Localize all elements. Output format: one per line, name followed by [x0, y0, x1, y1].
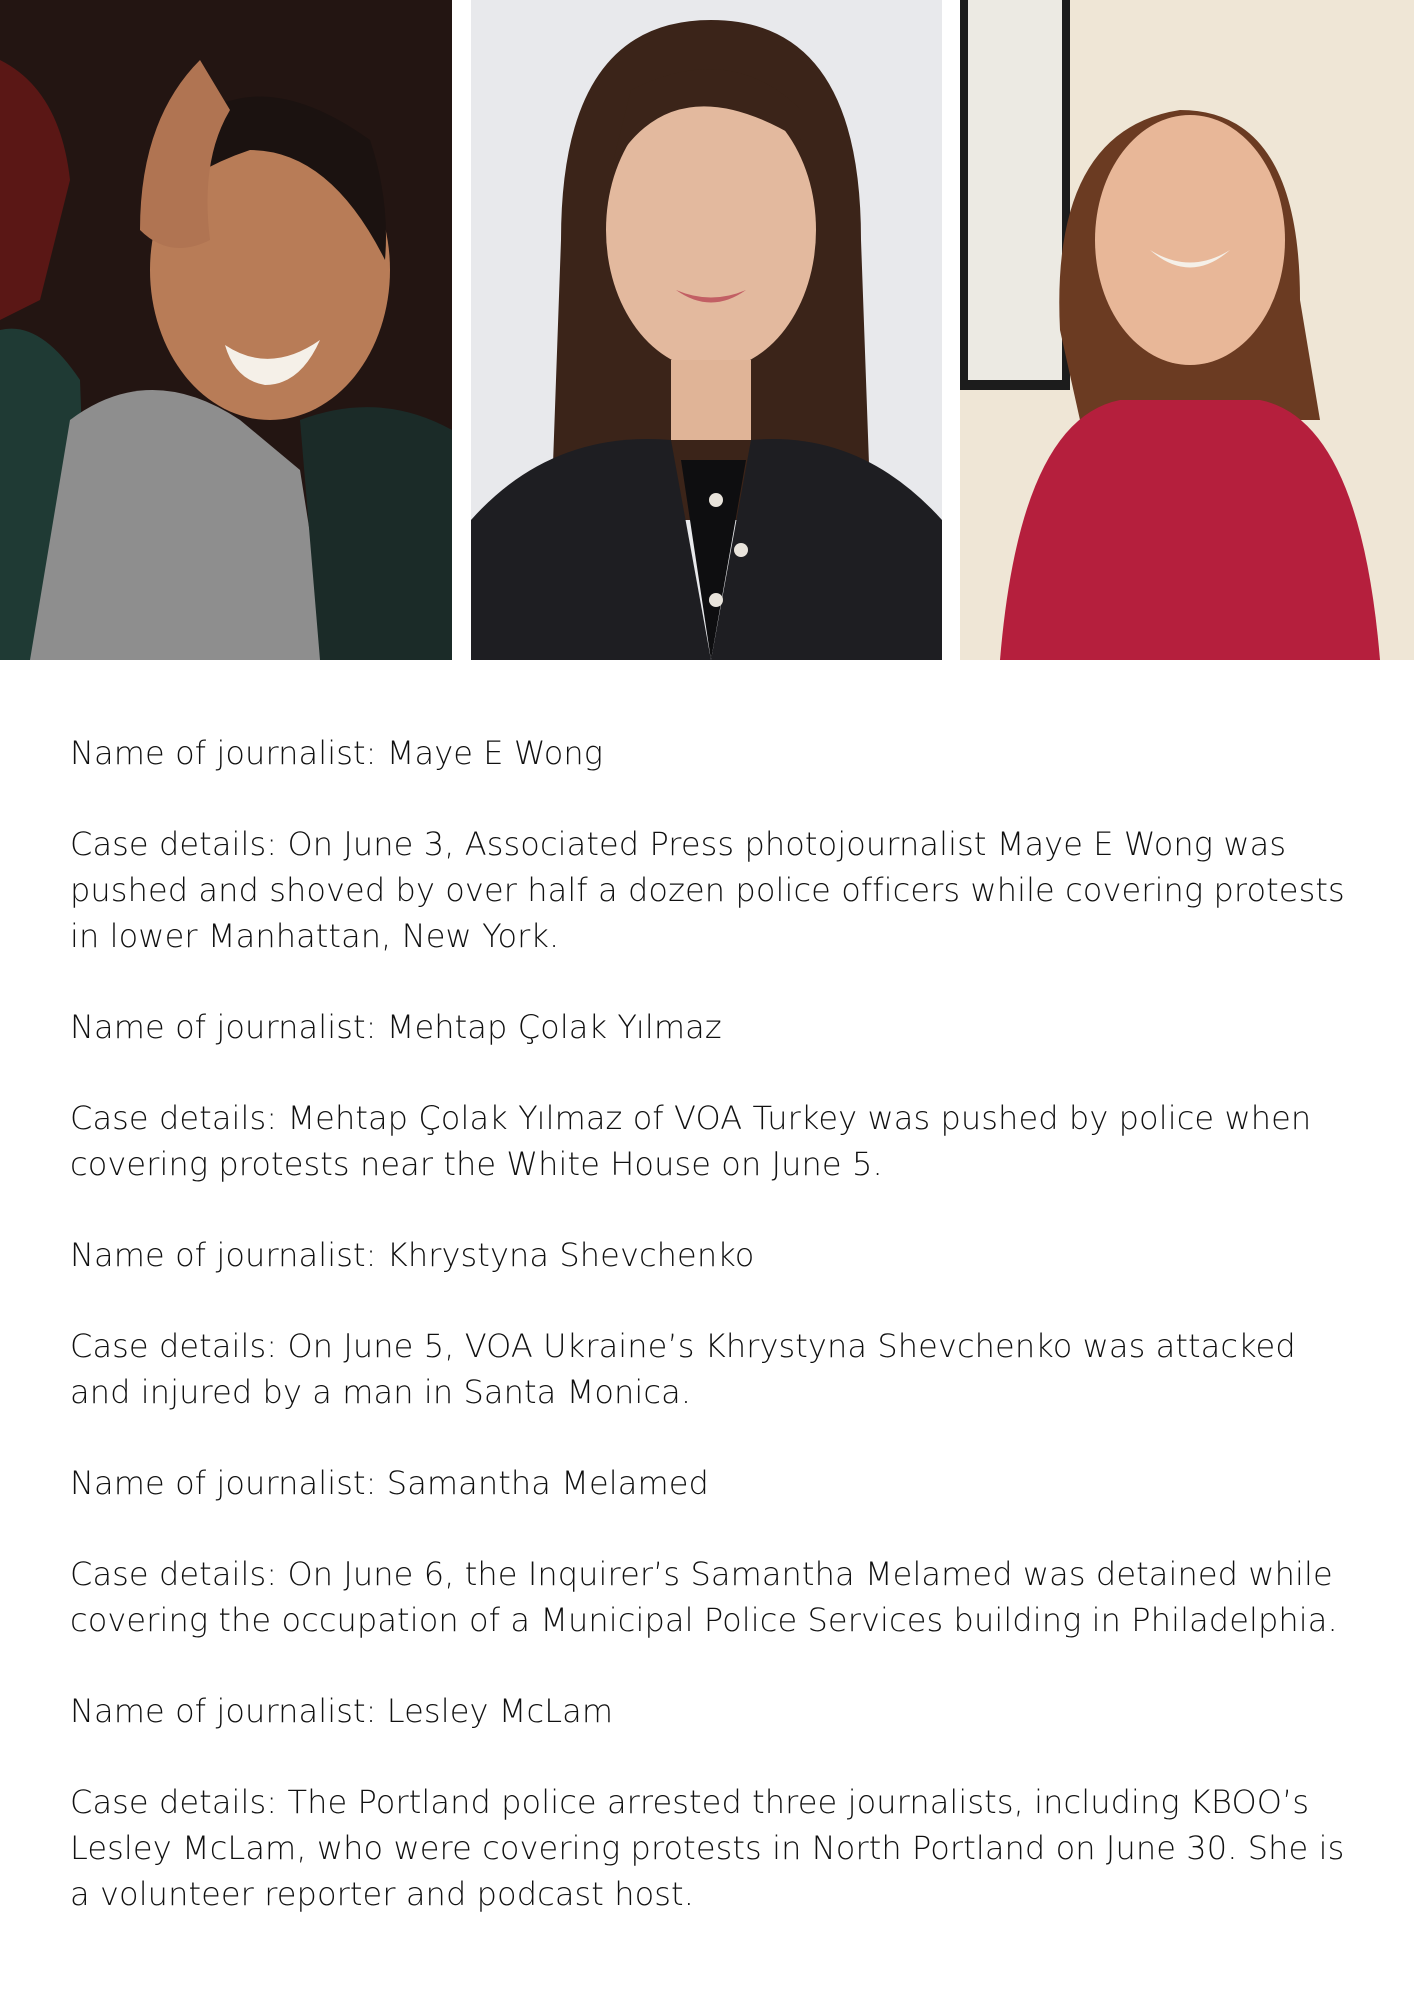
- journalist-entry: [70, 1460, 1360, 1643]
- journalist-photo-3: [960, 0, 1414, 660]
- journalist-entry: [70, 730, 1360, 959]
- journalist-entry: [70, 1004, 1360, 1187]
- journalist-name: Name of journalist: Samantha Melamed: [70, 1464, 709, 1502]
- journalist-cases: [70, 730, 1360, 1962]
- journalist-name: Name of journalist: Khrystyna Shevchenko: [70, 1236, 755, 1274]
- case-details: Case details: On June 6, the Inquirer’s Samantha Melamed was detained while covering the occupation of a Municipal Police Services building in Philadelphia.: [70, 1555, 1338, 1639]
- journalist-name: Name of journalist: Mehtap Çolak Yılmaz: [70, 1008, 722, 1046]
- portrait-photo-icon: [960, 0, 1414, 660]
- case-details: Case details: Mehtap Çolak Yılmaz of VOA Turkey was pushed by police when covering protests near the White House on June 5.: [70, 1099, 1312, 1183]
- photo-strip: [0, 0, 1414, 660]
- journalist-photo-1: [0, 0, 452, 660]
- journalist-name: Name of journalist: Maye E Wong: [70, 734, 604, 772]
- journalist-name: Name of journalist: Lesley McLam: [70, 1692, 614, 1730]
- portrait-photo-icon: [471, 0, 942, 660]
- journalist-entry: [70, 1232, 1360, 1415]
- journalist-photo-2: [471, 0, 942, 660]
- portrait-photo-icon: [0, 0, 452, 660]
- journalist-entry: [70, 1688, 1360, 1917]
- case-details: Case details: On June 5, VOA Ukraine’s Khrystyna Shevchenko was attacked and injured by a man in Santa Monica.: [70, 1327, 1296, 1411]
- case-details: Case details: The Portland police arrested three journalists, including KBOO’s Lesley McLam, who were covering protests in North Portland on June 30. She is a volunteer reporter and podcast host.: [70, 1783, 1345, 1913]
- case-details: Case details: On June 3, Associated Press photojournalist Maye E Wong was pushed and shoved by over half a dozen police officers while covering protests in lower Manhattan, New York.: [70, 825, 1345, 955]
